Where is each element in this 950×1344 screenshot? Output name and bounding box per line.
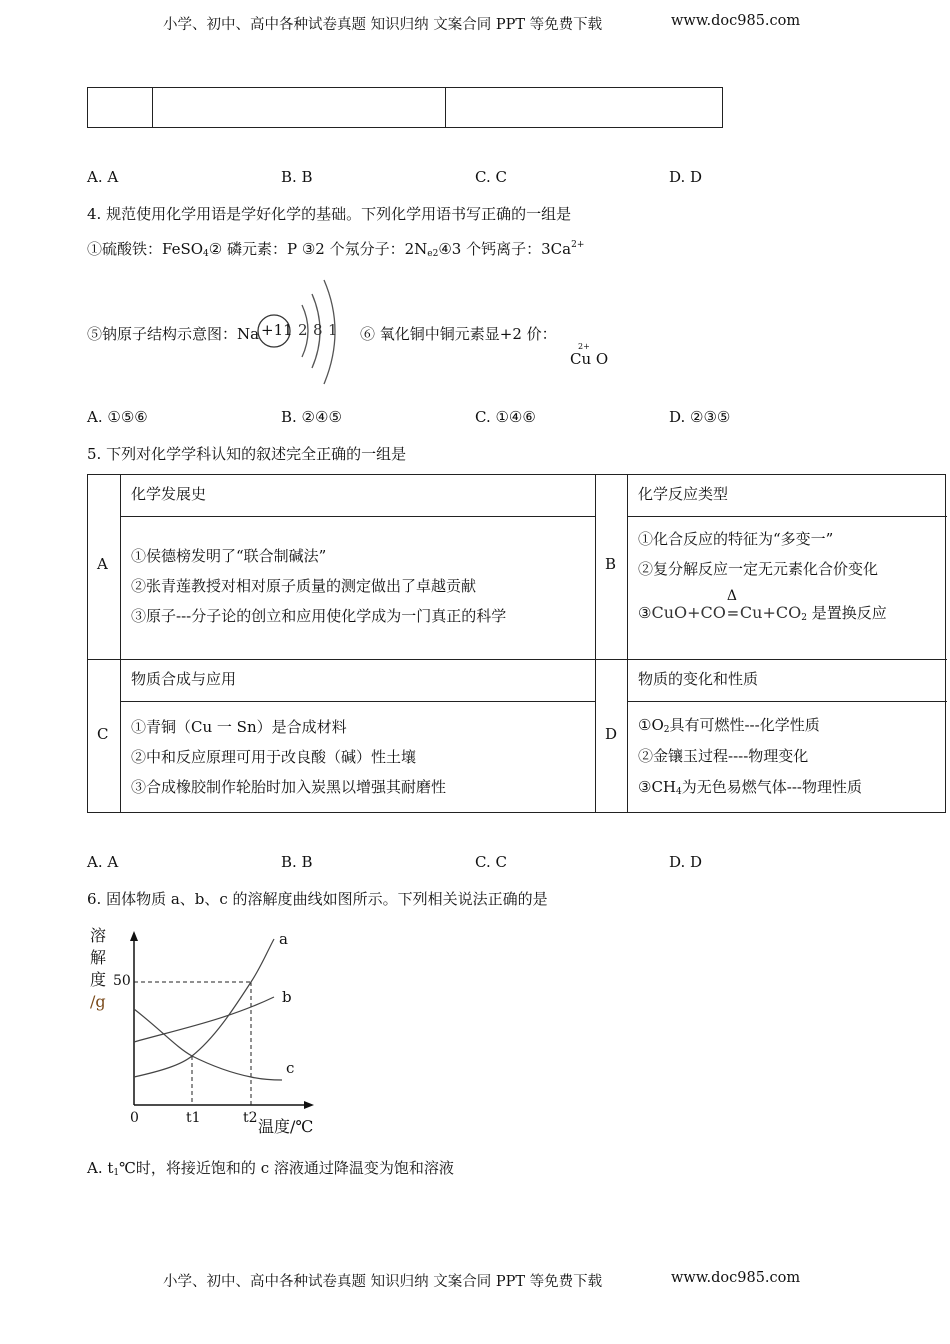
q4-item1: ①硫酸铁：FeSO bbox=[87, 240, 204, 258]
cell-d-item-1: $①O_2$具有可燃性---化学性质 bbox=[638, 716, 820, 735]
cell-label-a: A bbox=[97, 555, 108, 573]
cell-title-b: 化学反应类型 bbox=[638, 485, 729, 503]
cell-c-item-1: ①青铜（Cu 一 Sn）是合成材料 bbox=[131, 718, 347, 736]
cell-b-item-3: ③CuO+CO Δ $=Cu+CO_2$ 是置换反应 bbox=[638, 588, 887, 623]
q3-table-remnant bbox=[87, 87, 723, 128]
q5-option-a[interactable]: A. A bbox=[87, 853, 119, 871]
q4-option-d[interactable]: D. ②③⑤ bbox=[669, 408, 731, 426]
cell-title-d: 物质的变化和性质 bbox=[638, 670, 759, 688]
solubility-chart bbox=[86, 925, 326, 1140]
formula-text: Cu O bbox=[570, 350, 609, 368]
heat-symbol: Δ bbox=[726, 588, 738, 604]
table-divider bbox=[445, 88, 446, 127]
series-label-c: c bbox=[286, 1059, 295, 1077]
q4-line2-label: ⑤钠原子结构示意图：Na bbox=[87, 325, 260, 343]
table-divider bbox=[88, 659, 947, 660]
cell-c-item-2: ②中和反应原理可用于改良酸（碱）性土壤 bbox=[131, 748, 417, 766]
footer-site-link[interactable]: www.doc985.com bbox=[671, 1270, 801, 1286]
shell-electrons-2: 8 bbox=[313, 321, 323, 339]
y-axis-label-4: /g bbox=[90, 992, 106, 1011]
valence-label: 2+ bbox=[578, 342, 590, 351]
cell-b-item-1: ①化合反应的特征为“多变一” bbox=[638, 530, 834, 548]
q6-stem: 6. 固体物质 a、b、c 的溶解度曲线如图所示。下列相关说法正确的是 bbox=[87, 890, 548, 908]
footer-text: 小学、初中、高中各种试卷真题 知识归纳 文案合同 PPT 等免费下载 bbox=[163, 1274, 603, 1290]
y-tick-50: 50 bbox=[113, 973, 131, 989]
table-divider bbox=[120, 475, 121, 812]
q4-option-c[interactable]: C. ①④⑥ bbox=[475, 408, 536, 426]
q6-option-a[interactable]: A. $t_1℃$时，将接近饱和的 c 溶液通过降温变为饱和溶液 bbox=[87, 1159, 454, 1178]
page-footer bbox=[163, 1270, 803, 1291]
cell-title-a: 化学发展史 bbox=[131, 485, 207, 503]
y-axis-label-1: 溶 bbox=[90, 926, 107, 945]
q3-options bbox=[87, 168, 887, 190]
subscript: e2 bbox=[427, 249, 439, 259]
x-tick-t2: t2 bbox=[243, 1110, 258, 1126]
q4-stem: 4. 规范使用化学用语是学好化学的基础。下列化学用语书写正确的一组是 bbox=[87, 205, 572, 223]
equation-sign: Δ = bbox=[726, 588, 740, 622]
x-axis-label: 温度/℃ bbox=[258, 1117, 314, 1136]
series-label-a: a bbox=[279, 930, 288, 948]
q4-options bbox=[87, 408, 887, 430]
q5-options bbox=[87, 853, 887, 875]
cell-label-b: B bbox=[605, 555, 617, 573]
table-divider bbox=[120, 701, 595, 702]
cell-a-item-1: ①侯德榜发明了“联合制碱法” bbox=[131, 547, 327, 565]
table-divider bbox=[627, 701, 947, 702]
cell-d-item-2: ②金镶玉过程----物理变化 bbox=[638, 747, 809, 765]
table-divider bbox=[627, 516, 947, 517]
header-text: 小学、初中、高中各种试卷真题 知识归纳 文案合同 PPT 等免费下载 bbox=[163, 17, 603, 33]
series-label-b: b bbox=[282, 988, 292, 1006]
q3-option-c[interactable]: C. C bbox=[475, 168, 507, 186]
cell-label-d: D bbox=[605, 725, 618, 743]
cell-a-item-3: ③原子---分子论的创立和应用使化学成为一门真正的科学 bbox=[131, 607, 507, 625]
subscript: 4 bbox=[676, 787, 682, 797]
shell-electrons-3: 1 bbox=[328, 321, 338, 339]
table-divider bbox=[595, 475, 596, 812]
nucleus-charge: +11 bbox=[261, 321, 293, 339]
equation-right: Cu+CO bbox=[739, 603, 802, 622]
subscript: 2 bbox=[663, 725, 670, 735]
q5-option-c[interactable]: C. C bbox=[475, 853, 507, 871]
y-axis-label-3: 度 bbox=[90, 970, 107, 989]
q4-option-b[interactable]: B. ②④⑤ bbox=[281, 408, 342, 426]
cuo-formula bbox=[570, 342, 609, 368]
chart-graphic bbox=[86, 925, 326, 1140]
cell-b-item-2: ②复分解反应一定无元素化合价变化 bbox=[638, 560, 879, 578]
y-axis-label-2: 解 bbox=[90, 948, 107, 967]
table-divider bbox=[152, 88, 153, 127]
subscript: 1 bbox=[113, 1168, 120, 1178]
sodium-atom-diagram bbox=[254, 272, 364, 392]
q3-option-d[interactable]: D. D bbox=[669, 168, 703, 186]
subscript: 2 bbox=[801, 613, 807, 623]
q3-option-a[interactable]: A. A bbox=[87, 168, 119, 186]
q4-option-a[interactable]: A. ①⑤⑥ bbox=[87, 408, 148, 426]
cell-title-c: 物质合成与应用 bbox=[131, 670, 237, 688]
subscript: 4 bbox=[203, 249, 209, 259]
page-header bbox=[163, 13, 803, 34]
x-tick-0: 0 bbox=[130, 1110, 139, 1126]
q4-line1 bbox=[87, 238, 584, 259]
q4-item6: ⑥ 氧化铜中铜元素显+2 价： bbox=[360, 325, 557, 343]
q5-table bbox=[87, 474, 946, 813]
cell-c-item-3: ③合成橡胶制作轮胎时加入炭黑以增强其耐磨性 bbox=[131, 778, 447, 796]
q4-item2-3: ② 磷元素：P ③2 个氖分子：2N bbox=[208, 240, 428, 258]
cell-d-item-3: $③CH_4$为无色易燃气体---物理性质 bbox=[638, 778, 862, 797]
table-divider bbox=[120, 516, 595, 517]
x-tick-t1: t1 bbox=[186, 1110, 201, 1126]
cell-label-c: C bbox=[97, 725, 109, 743]
q5-option-b[interactable]: B. B bbox=[281, 853, 313, 871]
q3-option-b[interactable]: B. B bbox=[281, 168, 313, 186]
equation-left: CuO+CO bbox=[651, 603, 726, 622]
q5-option-d[interactable]: D. D bbox=[669, 853, 703, 871]
shell-electrons-1: 2 bbox=[298, 321, 308, 339]
table-divider bbox=[627, 475, 628, 812]
q5-stem: 5. 下列对化学学科认知的叙述完全正确的一组是 bbox=[87, 445, 407, 463]
header-site-link[interactable]: www.doc985.com bbox=[671, 13, 801, 29]
superscript: 2+ bbox=[571, 240, 585, 250]
cell-a-item-2: ②张青莲教授对相对原子质量的测定做出了卓越贡献 bbox=[131, 577, 477, 595]
q4-item4: ④3 个钙离子：3Ca bbox=[438, 240, 572, 258]
